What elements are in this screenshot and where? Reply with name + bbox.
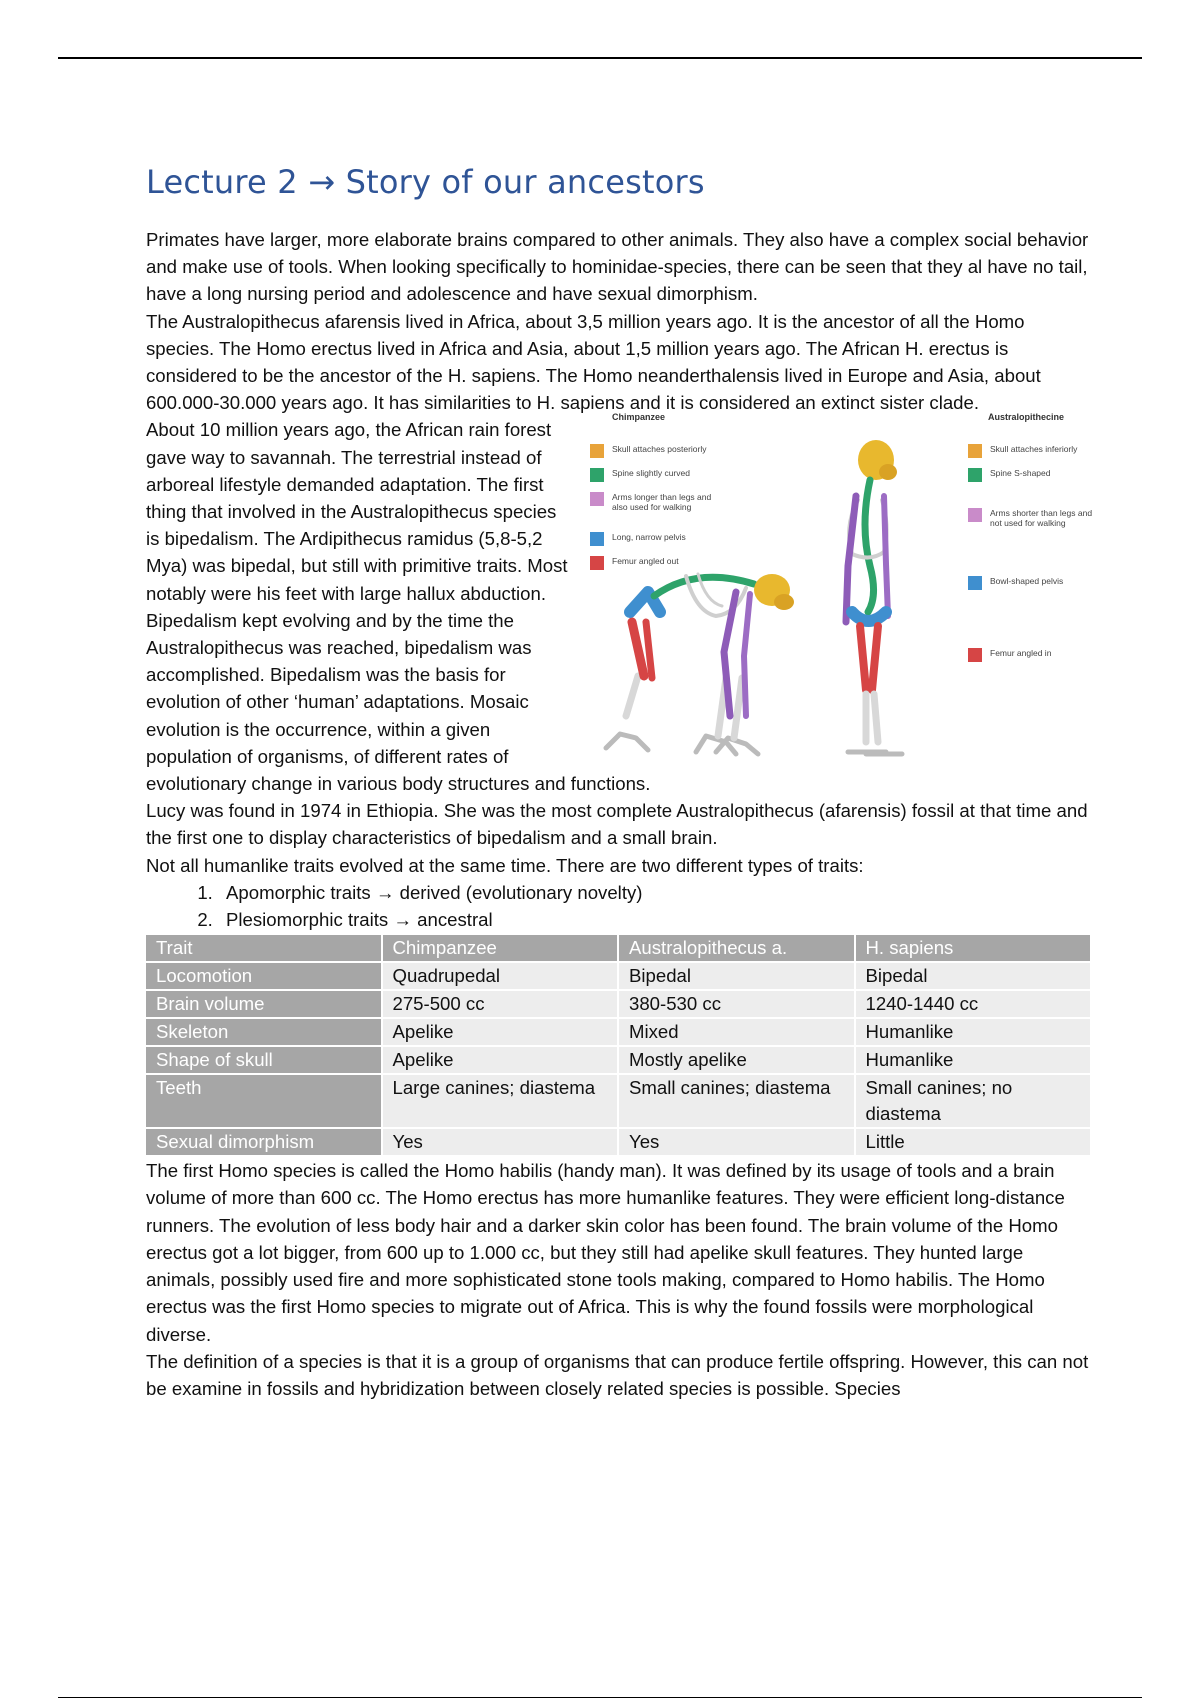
figure-title-australopithecine: Australopithecine (988, 412, 1065, 423)
table-row (146, 1129, 1090, 1155)
bipedalism-section (146, 412, 1093, 797)
table-row (146, 991, 1090, 1017)
legend-left-arms: Arms longer than legs and also used for walking (590, 492, 724, 512)
legend-right-pelvis: Bowl-shaped pelvis (968, 576, 1098, 590)
header-australopithecus: Australopithecus a. (619, 935, 854, 961)
table-cell: Bipedal (619, 963, 854, 989)
row-label: Sexual dimorphism (146, 1129, 381, 1155)
table-cell: 275-500 cc (383, 991, 618, 1017)
australopithecine-skeleton (846, 440, 902, 754)
table-cell: Apelike (383, 1047, 618, 1073)
table-cell: 380-530 cc (619, 991, 854, 1017)
table-cell: Humanlike (856, 1047, 1091, 1073)
legend-left-pelvis: Long, narrow pelvis (590, 532, 724, 546)
table-row (146, 1019, 1090, 1045)
table-cell: Apelike (383, 1019, 618, 1045)
legend-right-arms: Arms shorter than legs and not used for walking (968, 508, 1098, 528)
figure-title-chimpanzee: Chimpanzee (612, 412, 666, 423)
bottom-rule (58, 1697, 1142, 1698)
table-cell: Humanlike (856, 1019, 1091, 1045)
header-h-sapiens: H. sapiens (856, 935, 1091, 961)
document-body (146, 160, 1093, 1402)
paragraph-homo-habilis: The first Homo species is called the Homo habilis (handy man). It was defined by its usage of tools and a brain volume of more than 600 cc. The Homo erectus has more humanlike features. They were efficient long-distance runners. The evolution of less body hair and a darker skin color has been found. The brain volume of the Homo erectus got a lot bigger, from 600 up to 1.000 cc, but they still had apelike skull features. They hunted large animals, possibly used fire and more sophisticated stone tools making, compared to Homo habilis. The Homo erectus was the first Homo species to migrate out of Africa. This is why the found fossils were morphological diverse. (146, 1160, 1065, 1345)
traits-list (146, 879, 1090, 933)
row-label: Shape of skull (146, 1047, 381, 1073)
table-cell: Bipedal (856, 963, 1091, 989)
table-row (146, 963, 1090, 989)
table-cell: Small canines; no diastema (856, 1075, 1091, 1127)
legend-right-skull: Skull attaches inferiorly (968, 444, 1098, 458)
trait-comparison-table (144, 933, 1092, 1157)
table-cell: Mixed (619, 1019, 854, 1045)
row-label: Teeth (146, 1075, 381, 1127)
paragraph-primates: Primates have larger, more elaborate brains compared to other animals. They also have a complex social behavior and make use of tools. When looking specifically to hominidae-species, there can be seen that they al have no tail, have a long nursing period and adolescence and have sexual dimorphism. (146, 229, 1089, 305)
top-rule (58, 57, 1142, 59)
paragraph-traits-intro: Not all humanlike traits evolved at the same time. There are two different types of traits: (146, 854, 864, 876)
legend-right-femur: Femur angled in (968, 648, 1098, 662)
table-cell: Mostly apelike (619, 1047, 854, 1073)
row-label: Locomotion (146, 963, 381, 989)
paragraph-species-definition: The definition of a species is that it is a group of organisms that can produce fertile offspring. However, this can not be examine in fossils and hybridization between closely related species is possible. Species (146, 1350, 1089, 1399)
table-cell: Small canines; diastema (619, 1075, 854, 1127)
table-cell: Large canines; diastema (383, 1075, 618, 1127)
row-label: Brain volume (146, 991, 381, 1017)
skeleton-comparison-figure (586, 412, 1098, 762)
list-item: 2. Plesiomorphic traits → ancestral (218, 906, 1090, 933)
chimpanzee-skeleton (606, 574, 794, 754)
legend-left-spine: Spine slightly curved (590, 468, 724, 482)
table-header-row (146, 935, 1090, 961)
table-cell: Little (856, 1129, 1091, 1155)
paragraph-species: The Australopithecus afarensis lived in Africa, about 3,5 million years ago. It is the ancestor of all the Homo species. The Homo erectus lived in Africa and Asia, about 1,5 million years ago. The African H. erectus is considered to be the ancestor of the H. sapiens. The Homo neanderthalensis lived in Europe and Asia, about 600.000-30.000 years ago. It has similarities to H. sapiens and it is considered an extinct sister clade. (146, 310, 1041, 414)
table-cell: Yes (383, 1129, 618, 1155)
table-cell: Yes (619, 1129, 854, 1155)
table-row (146, 1075, 1090, 1127)
legend-right-spine: Spine S-shaped (968, 468, 1098, 482)
skeleton-illustration (586, 416, 1098, 762)
legend-left-femur: Femur angled out (590, 556, 724, 570)
header-trait: Trait (146, 935, 381, 961)
paragraph-bipedalism: About 10 million years ago, the African rain forest gave way to savannah. The terrestrial instead of arboreal lifestyle demanded adaptation. The first thing that involved in the Australopithecus species is bipedalism. The Ardipithecus ramidus (5,8-5,2 Mya) was bipedal, but still with primitive traits. Most notably were his feet with large hallux abduction. Bipedalism kept evolving and by the time the Australopithecus was reached, bipedalism was accomplished. Bipedalism was the basis for evolution of other ‘human’ adaptations. Mosaic evolution is the occurrence, within a given population of organisms, of different rates of evolutionary change in various body structures and functions. (146, 419, 651, 795)
table-cell: 1240-1440 cc (856, 991, 1091, 1017)
header-chimpanzee: Chimpanzee (383, 935, 618, 961)
table-cell: Quadrupedal (383, 963, 618, 989)
table-row (146, 1047, 1090, 1073)
page-title: Lecture 2 → Story of our ancestors (146, 163, 705, 201)
paragraph-lucy: Lucy was found in 1974 in Ethiopia. She was the most complete Australopithecus (afarensis) fossil at that time and the first one to display characteristics of bipedalism and a small brain. (146, 800, 1088, 849)
list-item: 1. Apomorphic traits → derived (evolutionary novelty) (218, 879, 1090, 906)
row-label: Skeleton (146, 1019, 381, 1045)
legend-left-skull: Skull attaches posteriorly (590, 444, 724, 458)
